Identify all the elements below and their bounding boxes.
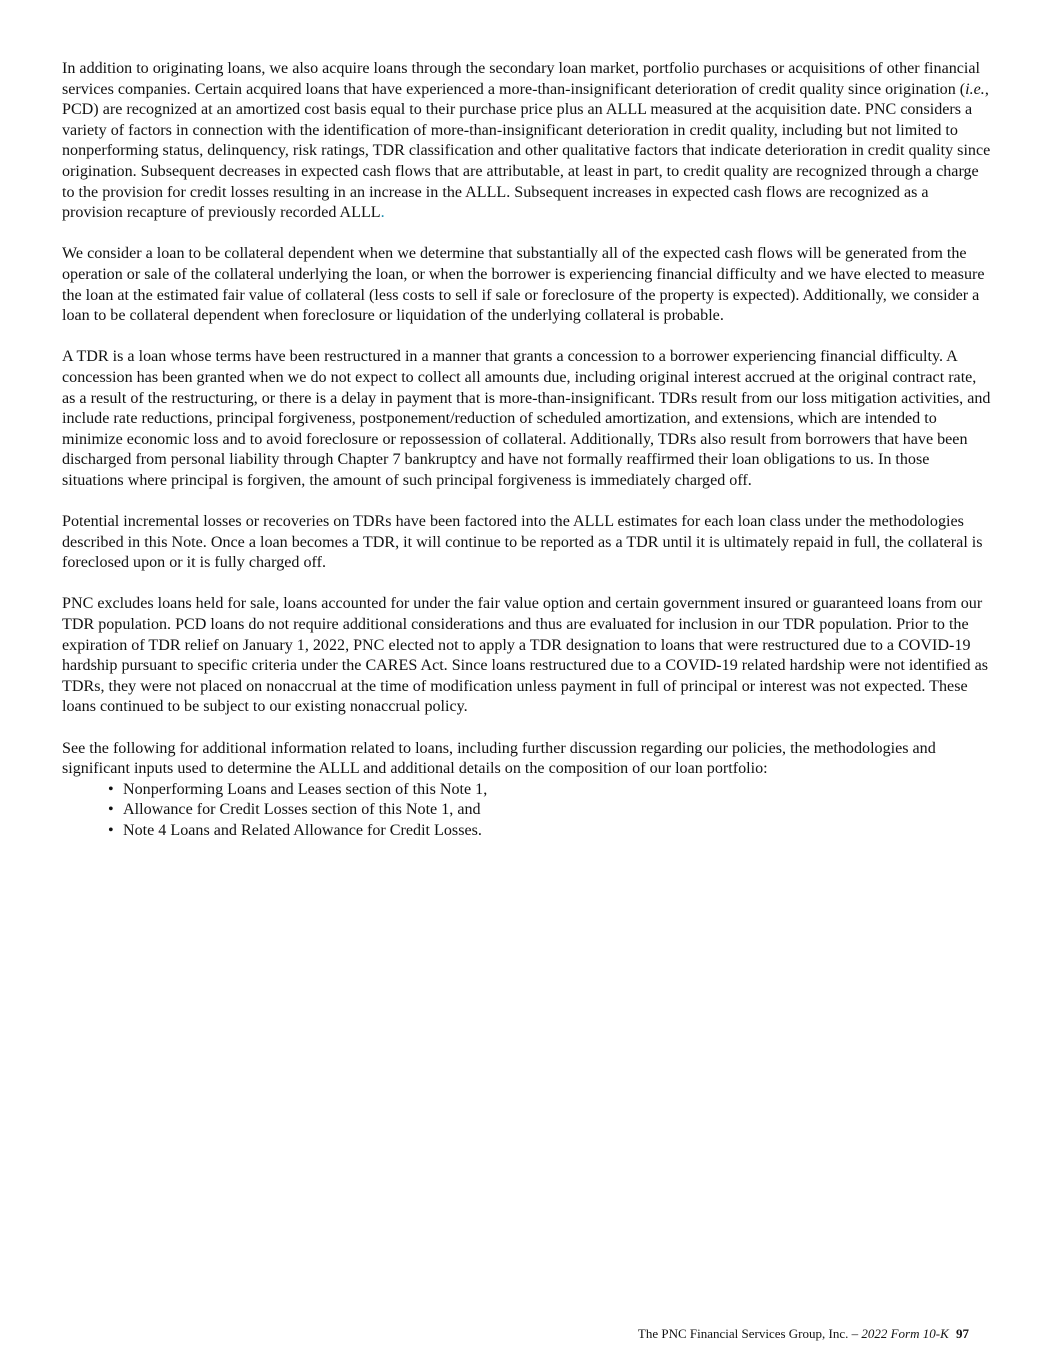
paragraph-tdr-exclusions: PNC excludes loans held for sale, loans accounted for under the fair value option and certain government insured or guaranteed loans from our TDR population. PCD loans do not require additional considerations and thus are evaluated for inclusion in our TDR population. Prior to the expiration of TDR relief on January 1, 2022, PNC elected not to apply a TDR designation to loans that were restructured due to a COVID-19 hardship pursuant to specific criteria under the CARES Act. Since loans restructured due to a COVID-19 related hardship were not identified as TDRs, they were not placed on nonaccrual at the time of modification unless payment in full of principal or interest was not expected. These loans continued to be subject to our existing nonaccrual policy. <box>62 595 989 716</box>
footer-form: 2022 Form 10-K <box>861 1326 949 1341</box>
list-item: • Nonperforming Loans and Leases section of this Note 1, <box>108 780 992 801</box>
list-item: • Note 4 Loans and Related Allowance for Credit Losses. <box>108 821 992 842</box>
reference-list <box>62 780 992 842</box>
accent-period: . <box>380 204 385 222</box>
paragraph-tdr-losses: Potential incremental losses or recoveries on TDRs have been factored into the ALLL estimates for each loan class under the methodologies described in this Note. Once a loan becomes a TDR, it will continue to be reported as a TDR until it is ultimately repaid in full, the collateral is foreclosed upon or it is fully charged off. <box>62 513 983 572</box>
ie-abbreviation: i.e. <box>965 80 985 98</box>
page-number: 97 <box>956 1326 969 1341</box>
list-item: • Allowance for Credit Losses section of this Note 1, and <box>108 800 992 821</box>
paragraph-acquired-loans-part2: , PCD) are recognized at an amortized cost basis equal to their purchase price plus an ALLL measured at the acquisition date. PNC considers a variety of factors in connection with the identification of more-than-insignificant deterioration in credit quality, including but not limited to nonperforming status, delinquency, risk ratings, TDR classification and other qualitative factors that indicate deterioration in credit quality since origination. Subsequent decreases in expected cash flows that are attributable, at least in part, to credit quality are recognized through a charge to the provision for credit losses resulting in an increase in the ALLL. Subsequent increases in expected cash flows are recognized as a provision recapture of previously recorded ALLL <box>62 80 991 222</box>
body-text <box>62 59 992 842</box>
paragraph-acquired-loans-part1: In addition to originating loans, we also acquire loans through the secondary loan market, portfolio purchases or acquisitions of other financial services companies. Certain acquired loans that have experienced a more-than-insignificant deterioration of credit quality since origination ( <box>62 60 980 98</box>
paragraph-acquired-loans <box>62 59 992 224</box>
paragraph-see-following: See the following for additional information related to loans, including further discussion regarding our policies, the methodologies and significant inputs used to determine the ALLL and additional details on the composition of our loan portfolio: <box>62 739 936 778</box>
page-footer <box>0 1326 969 1342</box>
paragraph-collateral-dependent: We consider a loan to be collateral dependent when we determine that substantially all of the expected cash flows will be generated from the operation or sale of the collateral underlying the loan, or when the borrower is experiencing financial difficulty and we have elected to measure the loan at the estimated fair value of collateral (less costs to sell if sale or foreclosure of the property is expected). Additionally, we consider a loan to be collateral dependent when foreclosure or liquidation of the underlying collateral is probable. <box>62 245 985 325</box>
paragraph-tdr-definition: A TDR is a loan whose terms have been restructured in a manner that grants a concession to a borrower experiencing financial difficulty. A concession has been granted when we do not expect to collect all amounts due, including original interest accrued at the original contract rate, as a result of the restructuring, or there is a delay in payment that is more-than-insignificant. TDRs result from our loss mitigation activities, and include rate reductions, principal forgiveness, postponement/reduction of scheduled amortization, and extensions, which are intended to minimize economic loss and to avoid foreclosure or repossession of collateral. Additionally, TDRs also result from borrowers that have been discharged from personal liability through Chapter 7 bankruptcy and have not formally reaffirmed their loan obligations to us. In those situations where principal is forgiven, the amount of such principal forgiveness is immediately charged off. <box>62 348 991 489</box>
footer-company: The PNC Financial Services Group, Inc. – <box>637 1326 859 1341</box>
